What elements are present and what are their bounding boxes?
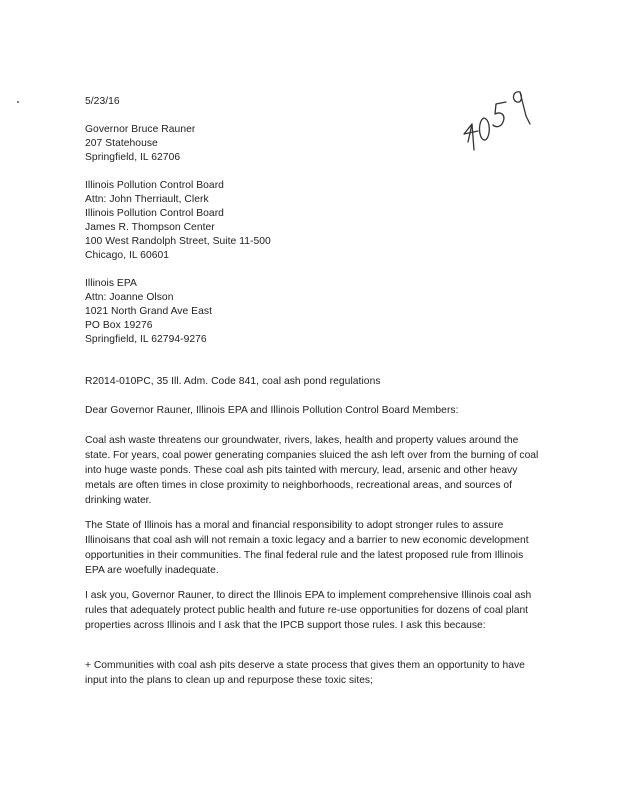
recipient-line: Springfield, IL 62706 (85, 152, 181, 163)
recipient-line: Illinois Pollution Control Board (85, 180, 224, 191)
recipient-line: Governor Bruce Rauner (85, 124, 196, 135)
recipient-line: Illinois EPA (85, 278, 137, 289)
recipient-line: PO Box 19276 (85, 320, 153, 331)
letter-date: 5/23/16 (85, 96, 120, 107)
recipient-line: Illinois Pollution Control Board (85, 208, 224, 219)
recipient-line: Springfield, IL 62794-9276 (85, 334, 207, 345)
body-paragraph: The State of Illinois has a moral and financial responsibility to adopt stronger rules to assure Illinoisans that coal ash will not remain a toxic legacy and a barrier to new economic development opportunities in their communities. The final federal rule and the latest proposed rule from Illinois EPA are woefully inadequate. (85, 520, 529, 576)
recipient-line: Attn: Joanne Olson (85, 292, 174, 303)
body-paragraph: Coal ash waste threatens our groundwater, rivers, lakes, health and property values around the state. For years, coal power generating companies sluiced the ash left over from the burning of coal into huge waste ponds. These coal ash pits tainted with mercury, lead, arsenic and other heavy metals are often times in close proximity to neighborhoods, recreational areas, and sources of drinking water. (85, 435, 539, 506)
scan-speck (17, 101, 19, 103)
recipient-line: Attn: John Therriault, Clerk (85, 194, 209, 205)
handwritten-stamp-number (462, 80, 532, 155)
recipient-line: 207 Statehouse (85, 138, 158, 149)
recipient-line: James R. Thompson Center (85, 222, 215, 233)
recipient-line: Chicago, IL 60601 (85, 250, 170, 261)
recipient-line: 100 West Randolph Street, Suite 11-500 (85, 236, 271, 247)
salutation: Dear Governor Rauner, Illinois EPA and Illinois Pollution Control Board Members: (85, 405, 459, 416)
body-paragraph: I ask you, Governor Rauner, to direct the Illinois EPA to implement comprehensive Illinois coal ash rules that adequately protect public health and future re-use opportunities for dozens of coal plant properties across Illinois and I ask that the IPCB support those rules. I ask this because: (85, 590, 532, 631)
body-paragraph: + Communities with coal ash pits deserve a state process that gives them an opportunity to have input into the plans to clean up and repurpose these toxic sites; (85, 660, 525, 686)
recipient-line: 1021 North Grand Ave East (85, 306, 212, 317)
reference-line: R2014-010PC, 35 Ill. Adm. Code 841, coal ash pond regulations (85, 376, 381, 387)
